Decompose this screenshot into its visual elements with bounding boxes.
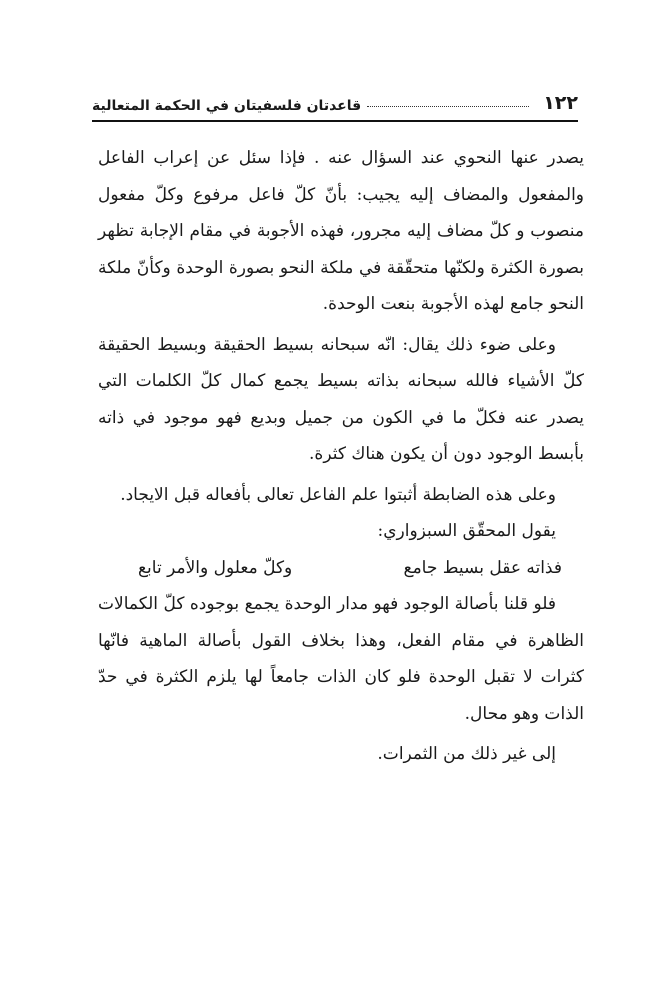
paragraph: فلو قلنا بأصالة الوجود فهو مدار الوحدة يجمع بوجوده كلّ الكمالات الظاهرة في مقام الفعل، وهذا بخلاف القول بأصالة الماهية فانّها كثرات لا تقبل الوحدة فلو كان الذات جامعاً لها يلزم الكثرة في حدّ الذات وهو محال. <box>98 594 584 724</box>
poem-hemistich-first: فذاته عقل بسيط جامع <box>403 557 562 578</box>
poem-verse <box>98 550 584 587</box>
paragraph: يقول المحقّق السبزواري: <box>377 521 556 541</box>
header-dot-leader <box>367 105 529 107</box>
header-rule <box>92 120 578 122</box>
poem-hemistich-second: وكلّ معلول والأمر تابع <box>138 557 293 578</box>
running-header <box>92 84 578 114</box>
paragraph: وعلى ضوء ذلك يقال: انّه سبحانه بسيط الحقيقة وبسيط الحقيقة كلّ الأشياء فالله سبحانه بذاته بسيط يجمع كمال كلّ الكلمات التي يصدر عنه فكلّ ما في الكون من جميل وبديع فهو موجود في ذاته بأبسط الوجود دون أن يكون هناك كثرة. <box>98 334 584 464</box>
page-number: ١٢٢ <box>543 92 578 114</box>
main-text <box>98 140 584 773</box>
paragraph: يصدر عنها النحوي عند السؤال عنه . فإذا سئل عن إعراب الفاعل والمفعول والمضاف إليه يجيب: بأنّ كلّ فاعل مرفوع وكلّ مفعول منصوب و كلّ مضاف إليه مجرور، فهذه الأجوبة في مقام الإجابة تظهر بصورة الكثرة ولكنّها متحقّقة في ملكة النحو بصورة الوحدة وكأنّ ملكة النحو جامع لهذه الأجوبة بنعت الوحدة. <box>98 148 584 314</box>
book-title: قاعدتان فلسفيتان في الحكمة المتعالية <box>92 98 362 114</box>
paragraph: إلى غير ذلك من الثمرات. <box>377 744 556 764</box>
paragraph: وعلى هذه الضابطة أثبتوا علم الفاعل تعالى بأفعاله قبل الايجاد. <box>120 484 556 505</box>
